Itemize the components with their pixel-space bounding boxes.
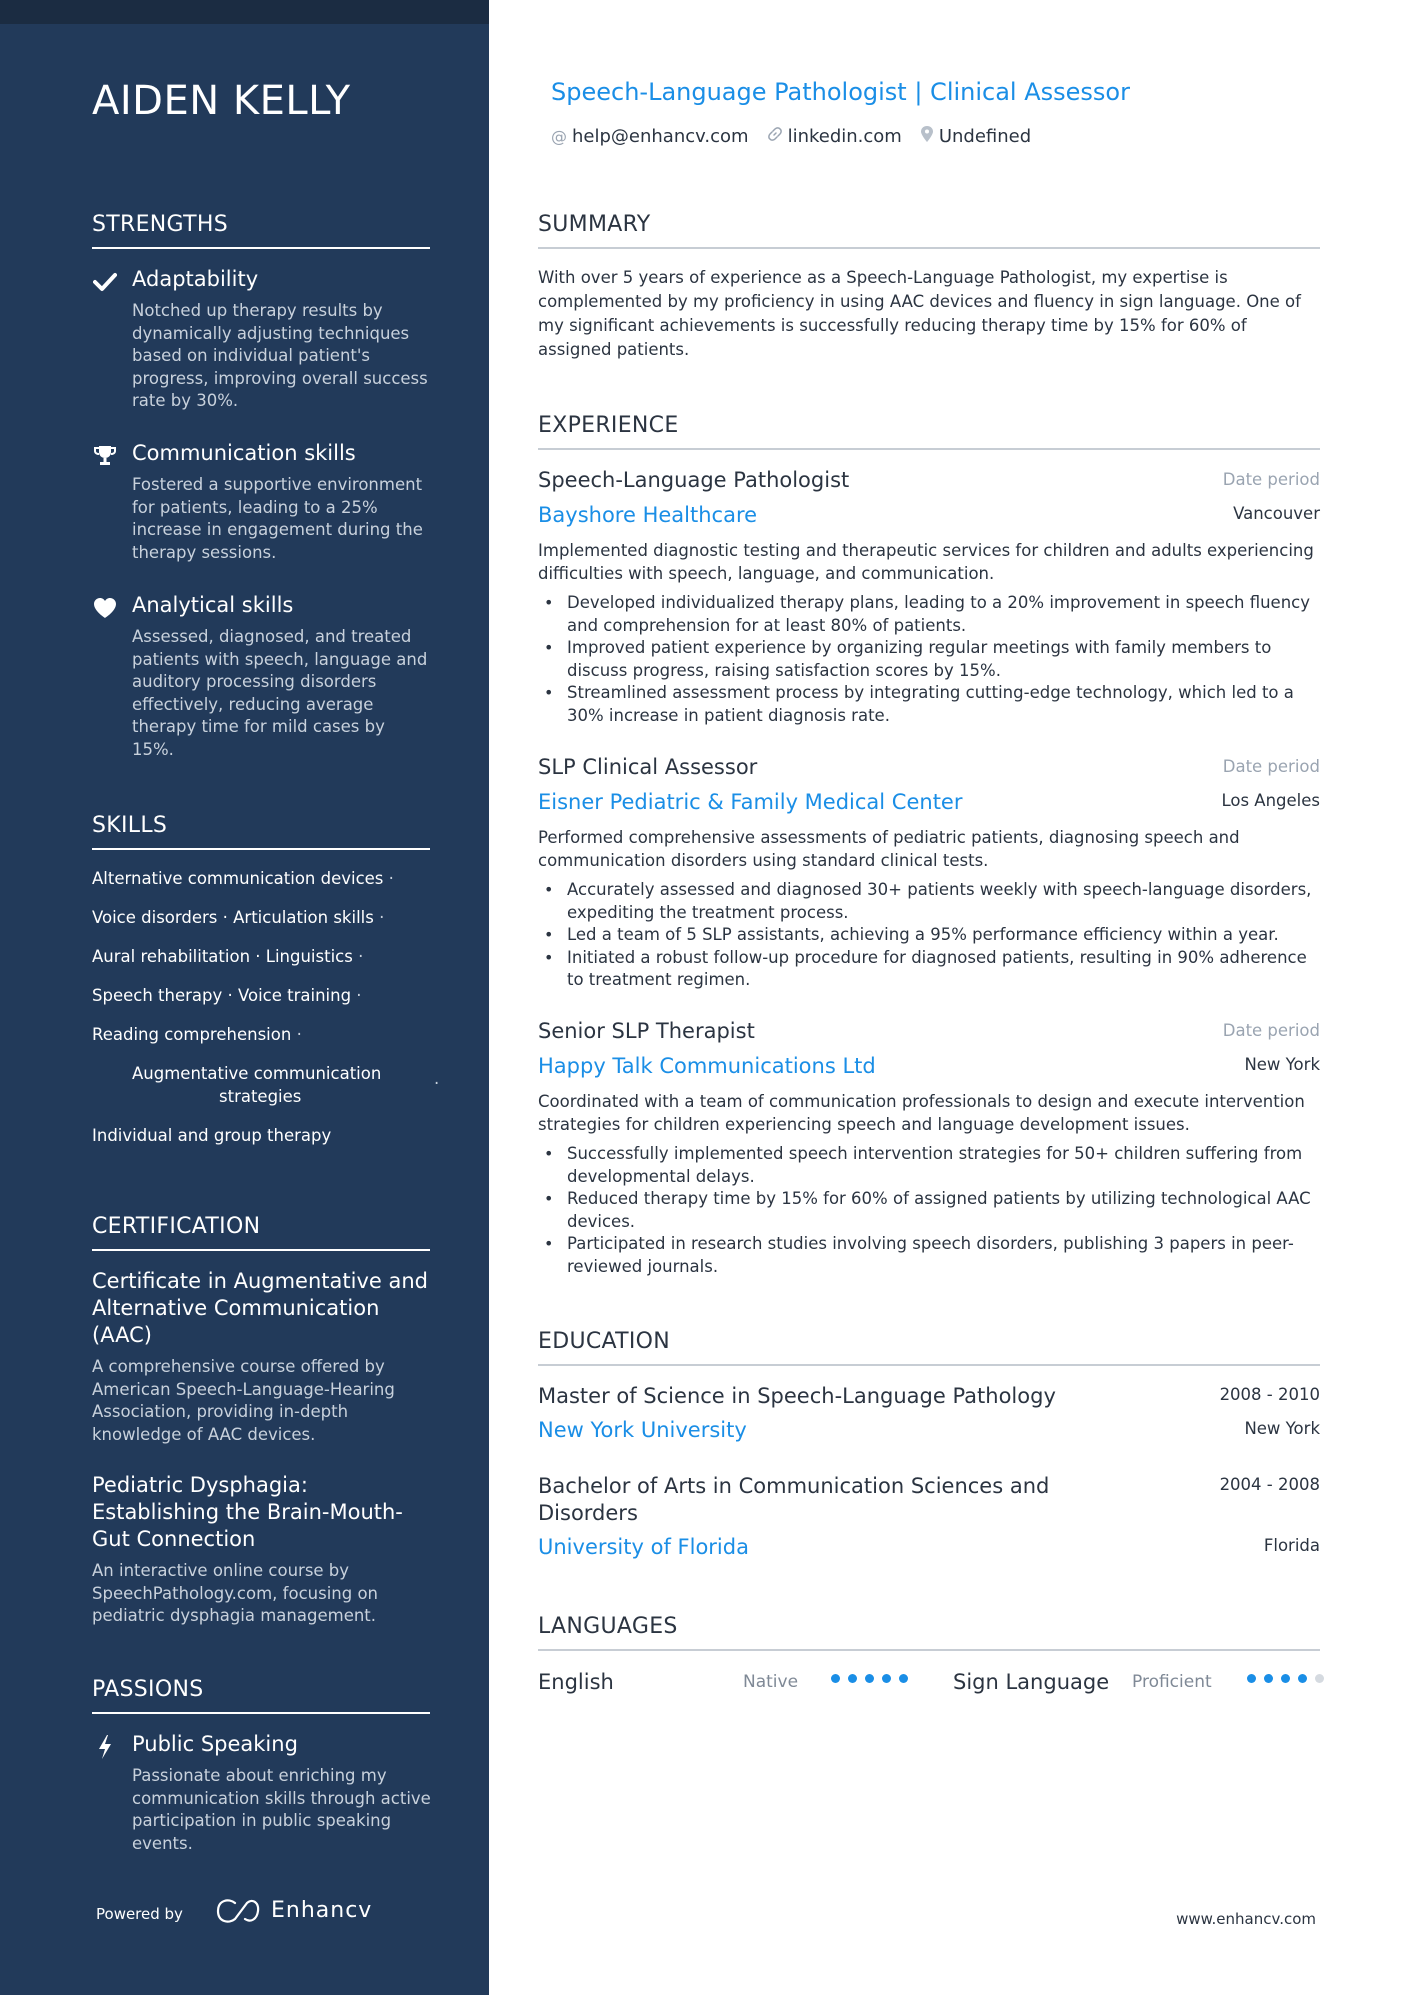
job-bullet: • Developed individualized therapy plans, leading to a 20% improvement in speech fluency and comprehension for at least 80% of patients.: [538, 592, 1320, 637]
job-date: Date period: [1222, 470, 1320, 489]
skill-separator: ·: [434, 1074, 440, 1093]
skill-text: Individual and group therapy: [92, 1126, 332, 1145]
lightning-icon: [92, 1734, 118, 1760]
job-title: Senior SLP Therapist: [538, 1019, 755, 1043]
language-level: Native: [743, 1672, 799, 1692]
linkedin-text: linkedin.com: [787, 125, 902, 147]
skill-line: [92, 947, 363, 966]
rating-dot: [899, 1674, 908, 1683]
sidebar: [0, 0, 489, 1995]
job-bullet: • Streamlined assessment process by integrating cutting-edge technology, which led to a 30% increase in patient diagnosis rate.: [538, 682, 1320, 727]
language-rating: [831, 1674, 908, 1683]
skill-line: [219, 1087, 301, 1106]
experience-section: [538, 413, 1320, 450]
trophy-icon: [92, 443, 118, 469]
rating-dot: [882, 1674, 891, 1683]
language-rating: [1247, 1674, 1324, 1683]
language-name: English: [538, 1670, 614, 1694]
language-name: Sign Language: [953, 1670, 1110, 1694]
summary-section: [538, 212, 1320, 249]
location-text: Undefined: [938, 125, 1032, 147]
edu-dates: 2004 - 2008: [1219, 1475, 1320, 1494]
languages-title: LANGUAGES: [538, 1614, 1320, 1651]
certification-section: [92, 1214, 430, 1251]
strength-title: Adaptability: [132, 267, 259, 291]
job-company: Bayshore Healthcare: [538, 503, 758, 527]
skill-text: strategies: [219, 1087, 302, 1106]
skill-text: Alternative communication devices: [92, 869, 384, 888]
passion-title: Public Speaking: [132, 1732, 298, 1756]
experience-title: EXPERIENCE: [538, 413, 1320, 450]
skill-separator: ·: [388, 869, 394, 888]
skill-line: [92, 908, 384, 927]
enhancv-logo[interactable]: [215, 1898, 372, 1923]
strengths-section: [92, 212, 430, 249]
rating-dot: [865, 1674, 874, 1683]
skill-line: [92, 869, 394, 888]
job-bullets: [538, 592, 1320, 727]
job-location: Los Angeles: [1221, 791, 1320, 810]
contact-linkedin[interactable]: [767, 125, 902, 147]
edu-dates: 2008 - 2010: [1219, 1385, 1320, 1404]
check-icon: [92, 269, 118, 295]
education-section: [538, 1329, 1320, 1366]
skill-separator: ·: [379, 908, 385, 927]
job-description: Coordinated with a team of communication professionals to design and execute intervention strategies for children experiencing speech and language development issues.: [538, 1092, 1305, 1134]
skill-line: [132, 1064, 381, 1083]
job-bullets: [538, 879, 1320, 992]
heart-icon: [92, 595, 118, 621]
job-date: Date period: [1222, 1021, 1320, 1040]
passions-section: [92, 1677, 430, 1714]
skills-section: [92, 813, 430, 850]
strength-title: Analytical skills: [132, 593, 294, 617]
language-level: Proficient: [1132, 1672, 1212, 1692]
location-pin-icon: [920, 125, 934, 147]
job-bullet: • Initiated a robust follow-up procedure for diagnosed patients, resulting in 90% adherence to treatment regimen.: [538, 947, 1320, 992]
skill-separator: ·: [356, 986, 362, 1005]
at-icon: @: [551, 126, 567, 146]
email-text: help@enhancv.com: [572, 125, 749, 147]
skill-separator: ·: [296, 1025, 302, 1044]
rating-dot: [1298, 1674, 1307, 1683]
job-bullet: • Successfully implemented speech intervention strategies for 50+ children suffering from developmental delays.: [538, 1143, 1320, 1188]
cert-desc: A comprehensive course offered by American Speech-Language-Hearing Association, providing in-depth knowledge of AAC devices.: [92, 1357, 395, 1444]
job-bullets: [538, 1143, 1320, 1278]
edu-degree: Bachelor of Arts in Communication Sciences and Disorders: [538, 1474, 1050, 1525]
job-bullet: • Accurately assessed and diagnosed 30+ patients weekly with speech-language disorders, expediting the treatment process.: [538, 879, 1320, 924]
skill-separator: ·: [358, 947, 364, 966]
skill-line: [92, 1126, 331, 1145]
job-company: Eisner Pediatric & Family Medical Center: [538, 790, 963, 814]
summary-title: SUMMARY: [538, 212, 1320, 249]
candidate-name: AIDEN KELLY: [92, 78, 351, 124]
edu-degree: Master of Science in Speech-Language Pathology: [538, 1384, 1056, 1408]
summary-text: With over 5 years of experience as a Speech-Language Pathologist, my expertise is complemented by my proficiency in using AAC devices and fluency in sign language. One of my significant achievements is successfully reducing therapy time by 15% for 60% of assigned patients.: [538, 268, 1301, 359]
cert-desc: An interactive online course by SpeechPathology.com, focusing on pediatric dysphagia management.: [92, 1561, 379, 1625]
skill-text: Reading comprehension: [92, 1025, 292, 1044]
skill-text: Speech therapy · Voice training: [92, 986, 352, 1005]
job-title: Speech-Language Pathologist: [538, 468, 850, 492]
job-bullet: • Improved patient experience by organizing regular meetings with family members to discuss progress, raising satisfaction scores by 15%.: [538, 637, 1320, 682]
rating-dot: [1264, 1674, 1273, 1683]
contact-email[interactable]: [551, 125, 749, 147]
strength-title: Communication skills: [132, 441, 356, 465]
skill-text: Augmentative communication: [132, 1064, 382, 1083]
cert-title: Pediatric Dysphagia: Establishing the Brain-Mouth-Gut Connection: [92, 1473, 403, 1551]
enhancv-logo-icon: [215, 1899, 261, 1923]
job-description: Implemented diagnostic testing and therapeutic services for children and adults experiencing difficulties with speech, language, and communication.: [538, 541, 1314, 583]
rating-dot: [1281, 1674, 1290, 1683]
contact-bar: [551, 125, 1031, 147]
job-bullet: • Led a team of 5 SLP assistants, achieving a 95% performance efficiency within a year.: [538, 924, 1320, 947]
languages-section: [538, 1614, 1320, 1651]
passions-title: PASSIONS: [92, 1677, 430, 1714]
job-bullet: • Reduced therapy time by 15% for 60% of assigned patients by utilizing technological AAC devices.: [538, 1188, 1320, 1233]
skill-line: [92, 986, 362, 1005]
job-description: Performed comprehensive assessments of pediatric patients, diagnosing speech and communication disorders using standard clinical tests.: [538, 828, 1240, 870]
skill-text: Voice disorders · Articulation skills: [92, 908, 374, 927]
sidebar-top-strip: [0, 0, 489, 24]
link-icon: [767, 126, 783, 146]
skill-text: Aural rehabilitation · Linguistics: [92, 947, 353, 966]
rating-dot: [848, 1674, 857, 1683]
edu-school: New York University: [538, 1418, 747, 1442]
job-company: Happy Talk Communications Ltd: [538, 1054, 876, 1078]
edu-location: New York: [1244, 1419, 1320, 1438]
strength-desc: Fostered a supportive environment for patients, leading to a 25% increase in engagement during the therapy sessions.: [132, 475, 423, 562]
brand-name: Enhancv: [271, 1898, 373, 1923]
edu-school: University of Florida: [538, 1535, 749, 1559]
rating-dot: [1247, 1674, 1256, 1683]
education-title: EDUCATION: [538, 1329, 1320, 1366]
strength-desc: Notched up therapy results by dynamically adjusting techniques based on individual patient's progress, improving overall success rate by 30%.: [132, 301, 428, 410]
job-title: SLP Clinical Assessor: [538, 755, 758, 779]
cert-title: Certificate in Augmentative and Alternative Communication (AAC): [92, 1269, 428, 1347]
skills-title: SKILLS: [92, 813, 430, 850]
rating-dot: [831, 1674, 840, 1683]
skill-line: [434, 1074, 439, 1093]
certification-title: CERTIFICATION: [92, 1214, 430, 1251]
powered-by-text: Powered by: [96, 1905, 183, 1923]
job-location: Vancouver: [1233, 504, 1320, 523]
job-bullet: • Participated in research studies involving speech disorders, publishing 3 papers in peer-reviewed journals.: [538, 1233, 1320, 1278]
strengths-title: STRENGTHS: [92, 212, 430, 249]
website-link[interactable]: www.enhancv.com: [1176, 1910, 1316, 1928]
strength-desc: Assessed, diagnosed, and treated patients with speech, language and auditory processing disorders effectively, reducing average therapy time for mild cases by 15%.: [132, 627, 428, 759]
skill-line: [92, 1025, 302, 1044]
passion-desc: Passionate about enriching my communication skills through active participation in public speaking events.: [132, 1766, 431, 1853]
rating-dot: [1315, 1674, 1324, 1683]
job-date: Date period: [1222, 757, 1320, 776]
edu-location: Florida: [1263, 1536, 1320, 1555]
job-location: New York: [1244, 1055, 1320, 1074]
contact-location: [920, 125, 1031, 147]
headline: Speech-Language Pathologist | Clinical Assessor: [551, 78, 1130, 106]
